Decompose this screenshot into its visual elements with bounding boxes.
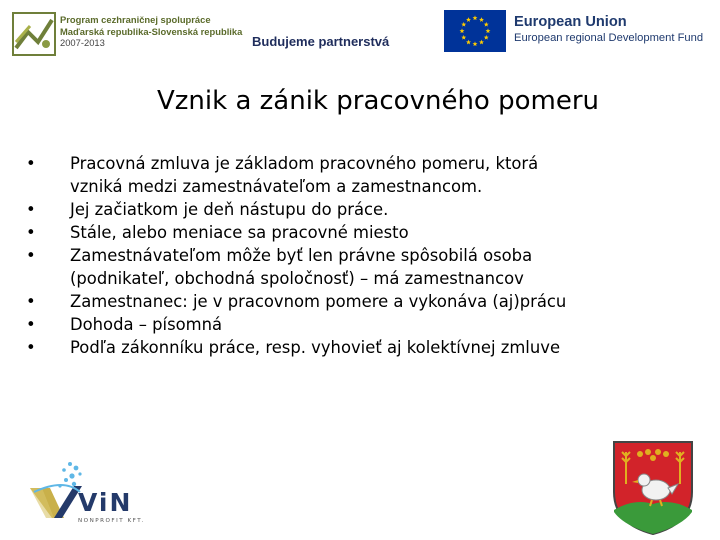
bullet-text: Stále, alebo meniace sa pracovné miesto: [70, 223, 409, 242]
vin-subtitle: NONPROFIT KFT.: [78, 518, 145, 524]
coat-of-arms-icon: [612, 440, 694, 536]
program-text: [60, 14, 250, 49]
eu-label: [514, 14, 703, 46]
bullet-text: Podľa zákonníku práce, resp. vyhovieť aj kolektívnej zmluve: [70, 338, 561, 357]
bullet-item: [26, 313, 706, 336]
program-line-2: Maďarská republika-Slovenská republika: [60, 25, 243, 37]
bullet-item: [26, 336, 706, 359]
bullet-text: Jej začiatkom je deň nástupu do práce.: [70, 200, 389, 219]
cross-border-program-logo: [12, 12, 56, 56]
vin-wordmark: ViN: [78, 488, 133, 517]
slide-title: Vznik a zánik pracovného pomeru: [157, 86, 599, 116]
bullet-item: [26, 198, 706, 221]
bullet-symbol: •: [26, 154, 36, 173]
bullet-item: [26, 290, 706, 313]
bullet-item: [26, 221, 706, 244]
bullet-text: Zamestnanec: je v pracovnom pomere a vykonáva (aj)prácu: [70, 292, 567, 311]
bullet-symbol: •: [26, 223, 36, 242]
program-line-3: 2007-2013: [60, 37, 105, 49]
bullet-symbol: •: [26, 200, 36, 219]
bullet-text: (podnikateľ, obchodná spoločnosť) – má zamestnancov: [70, 269, 524, 288]
eu-flag-icon: [444, 10, 506, 52]
eu-title: European Union: [514, 14, 627, 30]
bullet-text: Zamestnávateľom môže byť len právne spôsobilá osoba: [70, 246, 533, 265]
eu-subtitle: European regional Development Fund: [514, 32, 704, 44]
bullet-text: Dohoda – písomná: [70, 315, 223, 334]
program-line-1: Program cezhraničnej spolupráce: [60, 14, 211, 25]
partnership-slogan: Budujeme partnerstvá: [252, 34, 390, 49]
bullet-text: vzniká medzi zamestnávateľom a zamestnancom.: [70, 177, 483, 196]
bullet-symbol: •: [26, 292, 36, 311]
bullet-symbol: •: [26, 315, 36, 334]
bullet-item: [26, 152, 706, 198]
bullet-item: [26, 244, 706, 290]
bullet-list: [26, 152, 706, 359]
bullet-text: Pracovná zmluva je základom pracovného pomeru, ktorá: [70, 154, 539, 173]
bullet-symbol: •: [26, 338, 36, 357]
bullet-symbol: •: [26, 246, 36, 265]
